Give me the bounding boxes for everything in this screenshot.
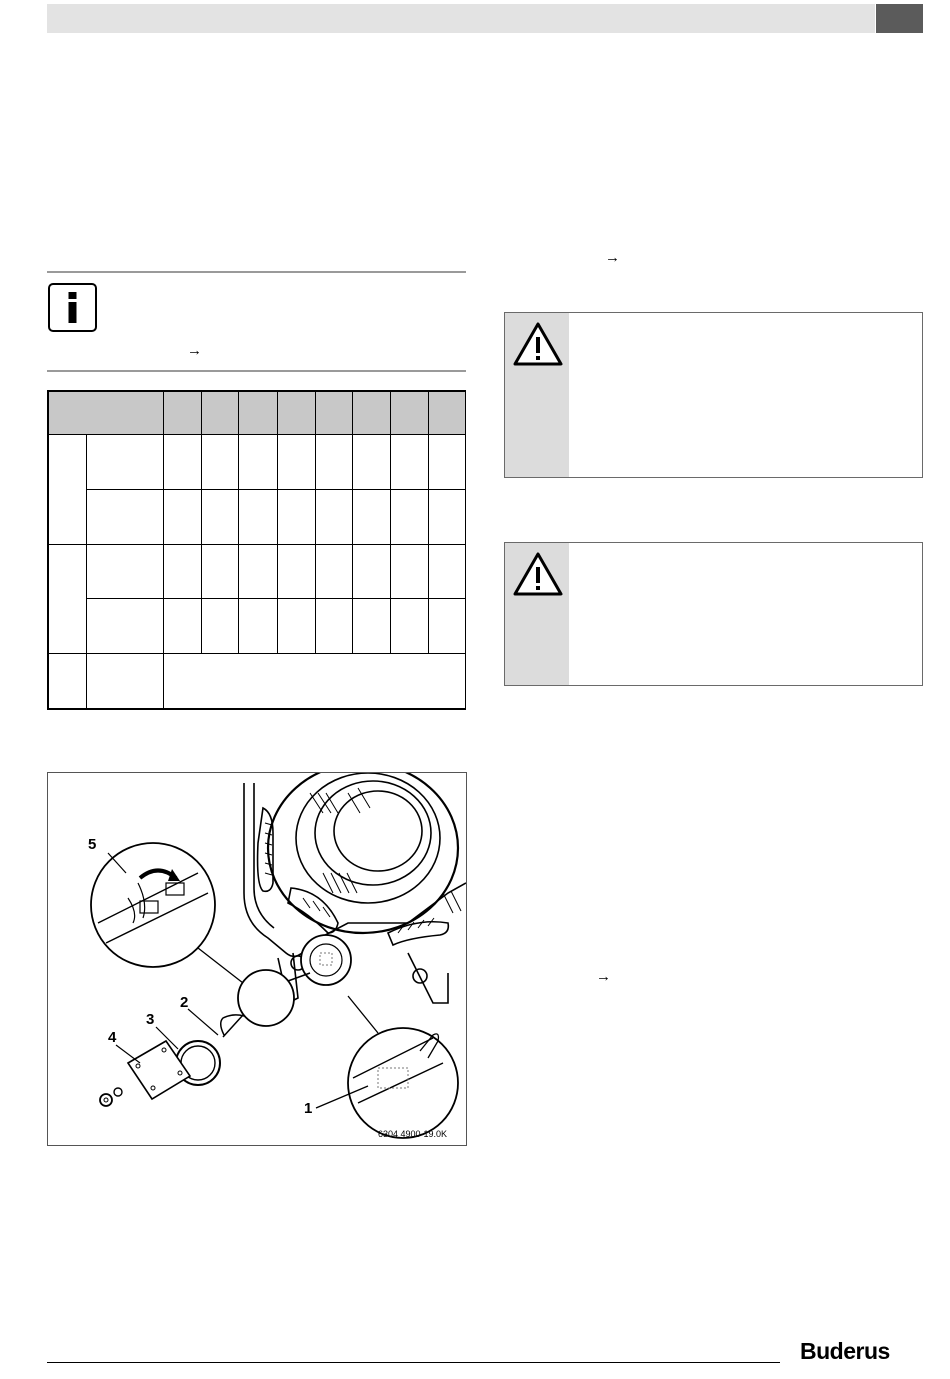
table-row <box>49 654 466 709</box>
info-arrow-icon: → <box>187 342 202 359</box>
callout-1: 1 <box>304 1100 313 1117</box>
table-row <box>49 599 466 654</box>
arrow-icon-top: → <box>605 249 620 266</box>
info-rule-top <box>47 271 466 273</box>
table-row <box>49 435 466 490</box>
figure-code: 6304 4900-19.0K <box>378 1129 448 1139</box>
info-rule-bottom <box>47 370 466 372</box>
table-header-row <box>49 392 466 435</box>
header-bar <box>47 4 875 33</box>
table-row <box>49 544 466 599</box>
data-table <box>47 390 466 710</box>
warning-box-2 <box>504 542 923 686</box>
table-row <box>49 489 466 544</box>
brand-logo: Buderus <box>800 1338 890 1364</box>
callout-4: 4 <box>108 1029 117 1046</box>
callout-3: 3 <box>146 1011 155 1028</box>
boiler-exploded-drawing <box>48 773 466 1145</box>
warning-triangle-icon <box>511 549 565 599</box>
warning-box-1 <box>504 312 923 478</box>
technical-figure <box>47 772 467 1146</box>
footer-rule <box>47 1362 780 1363</box>
info-icon <box>48 283 97 332</box>
arrow-icon-mid: → <box>596 968 611 985</box>
callout-5: 5 <box>88 836 97 853</box>
warning-triangle-icon <box>511 319 565 369</box>
callout-2: 2 <box>180 994 189 1011</box>
chapter-tab <box>876 4 923 33</box>
